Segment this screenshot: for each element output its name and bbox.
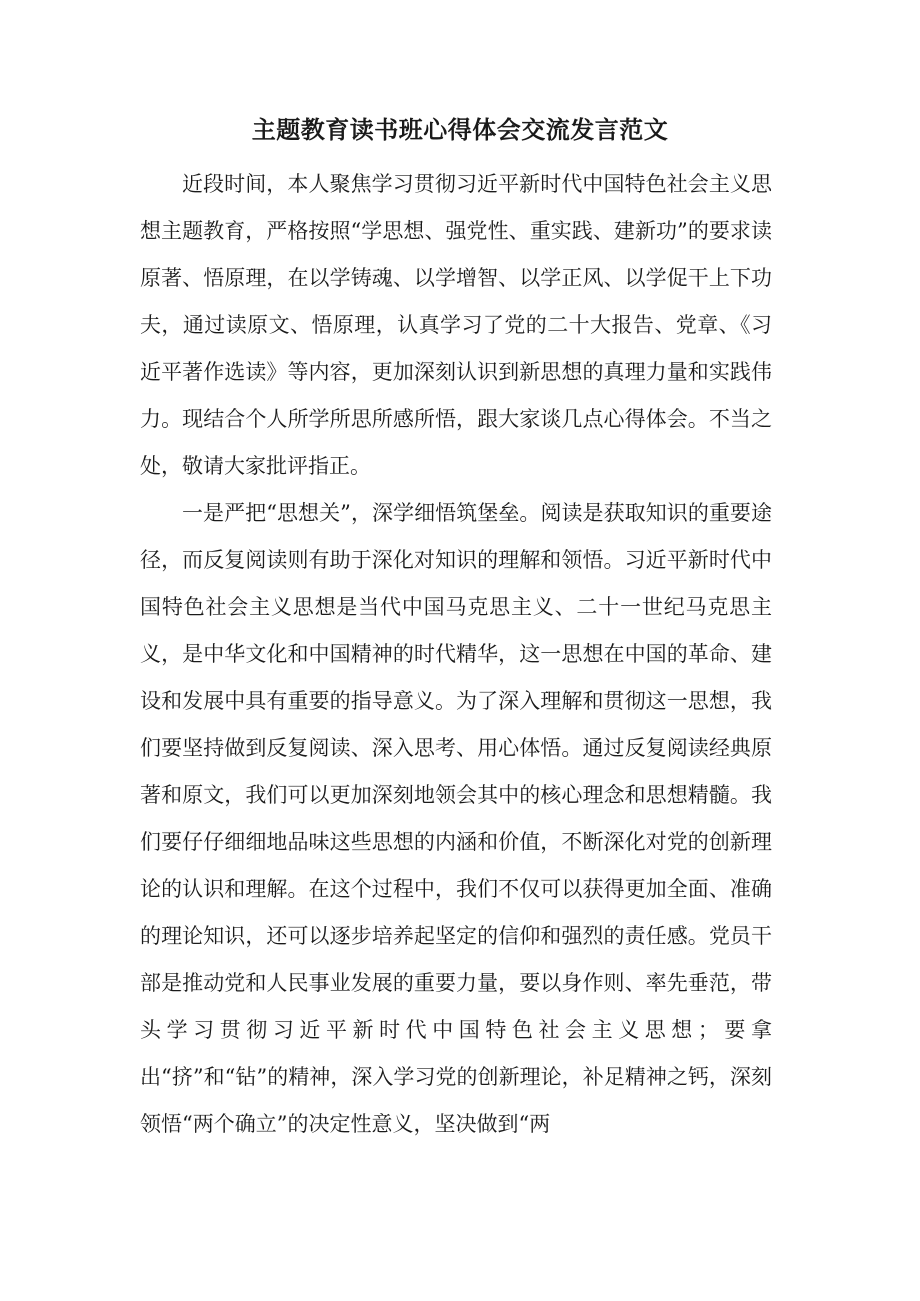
document-body: [140, 161, 772, 1148]
document-title: 主题教育读书班心得体会交流发言范文: [251, 116, 669, 144]
paragraph-point-one: 一是严把“思想关”，深学细悟筑堡垒。阅读是获取知识的重要途径，而反复阅读则有助于深化对知识的理解和领悟。习近平新时代中国特色社会主义思想是当代中国马克思主义、二十一世纪马克思主义，是中华文化和中国精神的时代精华，这一思想在中国的革命、建设和发展中具有重要的指导意义。为了深入理解和贯彻这一思想，我们要坚持做到反复阅读、深入思考、用心体悟。通过反复阅读经典原著和原文，我们可以更加深刻地领会其中的核心理念和思想精髓。我们要仔仔细细地品味这些思想的内涵和价值，不断深化对党的创新理论的认识和理解。在这个过程中，我们不仅可以获得更加全面、准确的理论知识，还可以逐步培养起坚定的信仰和强烈的责任感。党员干部是推动党和人民事业发展的重要力量，要以身作则、率先垂范，带头学习贯彻习近平新时代中国特色社会主义思想；要拿出“挤”和“钻”的精神，深入学习党的创新理论，补足精神之钙，深刻领悟“两个确立”的决定性意义，坚决做到“两: [140, 501, 772, 1136]
paragraph-intro: 近段时间，本人聚焦学习贯彻习近平新时代中国特色社会主义思想主题教育，严格按照“学思想、强党性、重实践、建新功”的要求读原著、悟原理，在以学铸魂、以学增智、以学正风、以学促干上下功夫，通过读原文、悟原理，认真学习了党的二十大报告、党章、《习近平著作选读》等内容，更加深刻认识到新思想的真理力量和实践伟力。现结合个人所学所思所感所悟，跟大家谈几点心得体会。不当之处，敬请大家批评指正。: [140, 172, 772, 478]
